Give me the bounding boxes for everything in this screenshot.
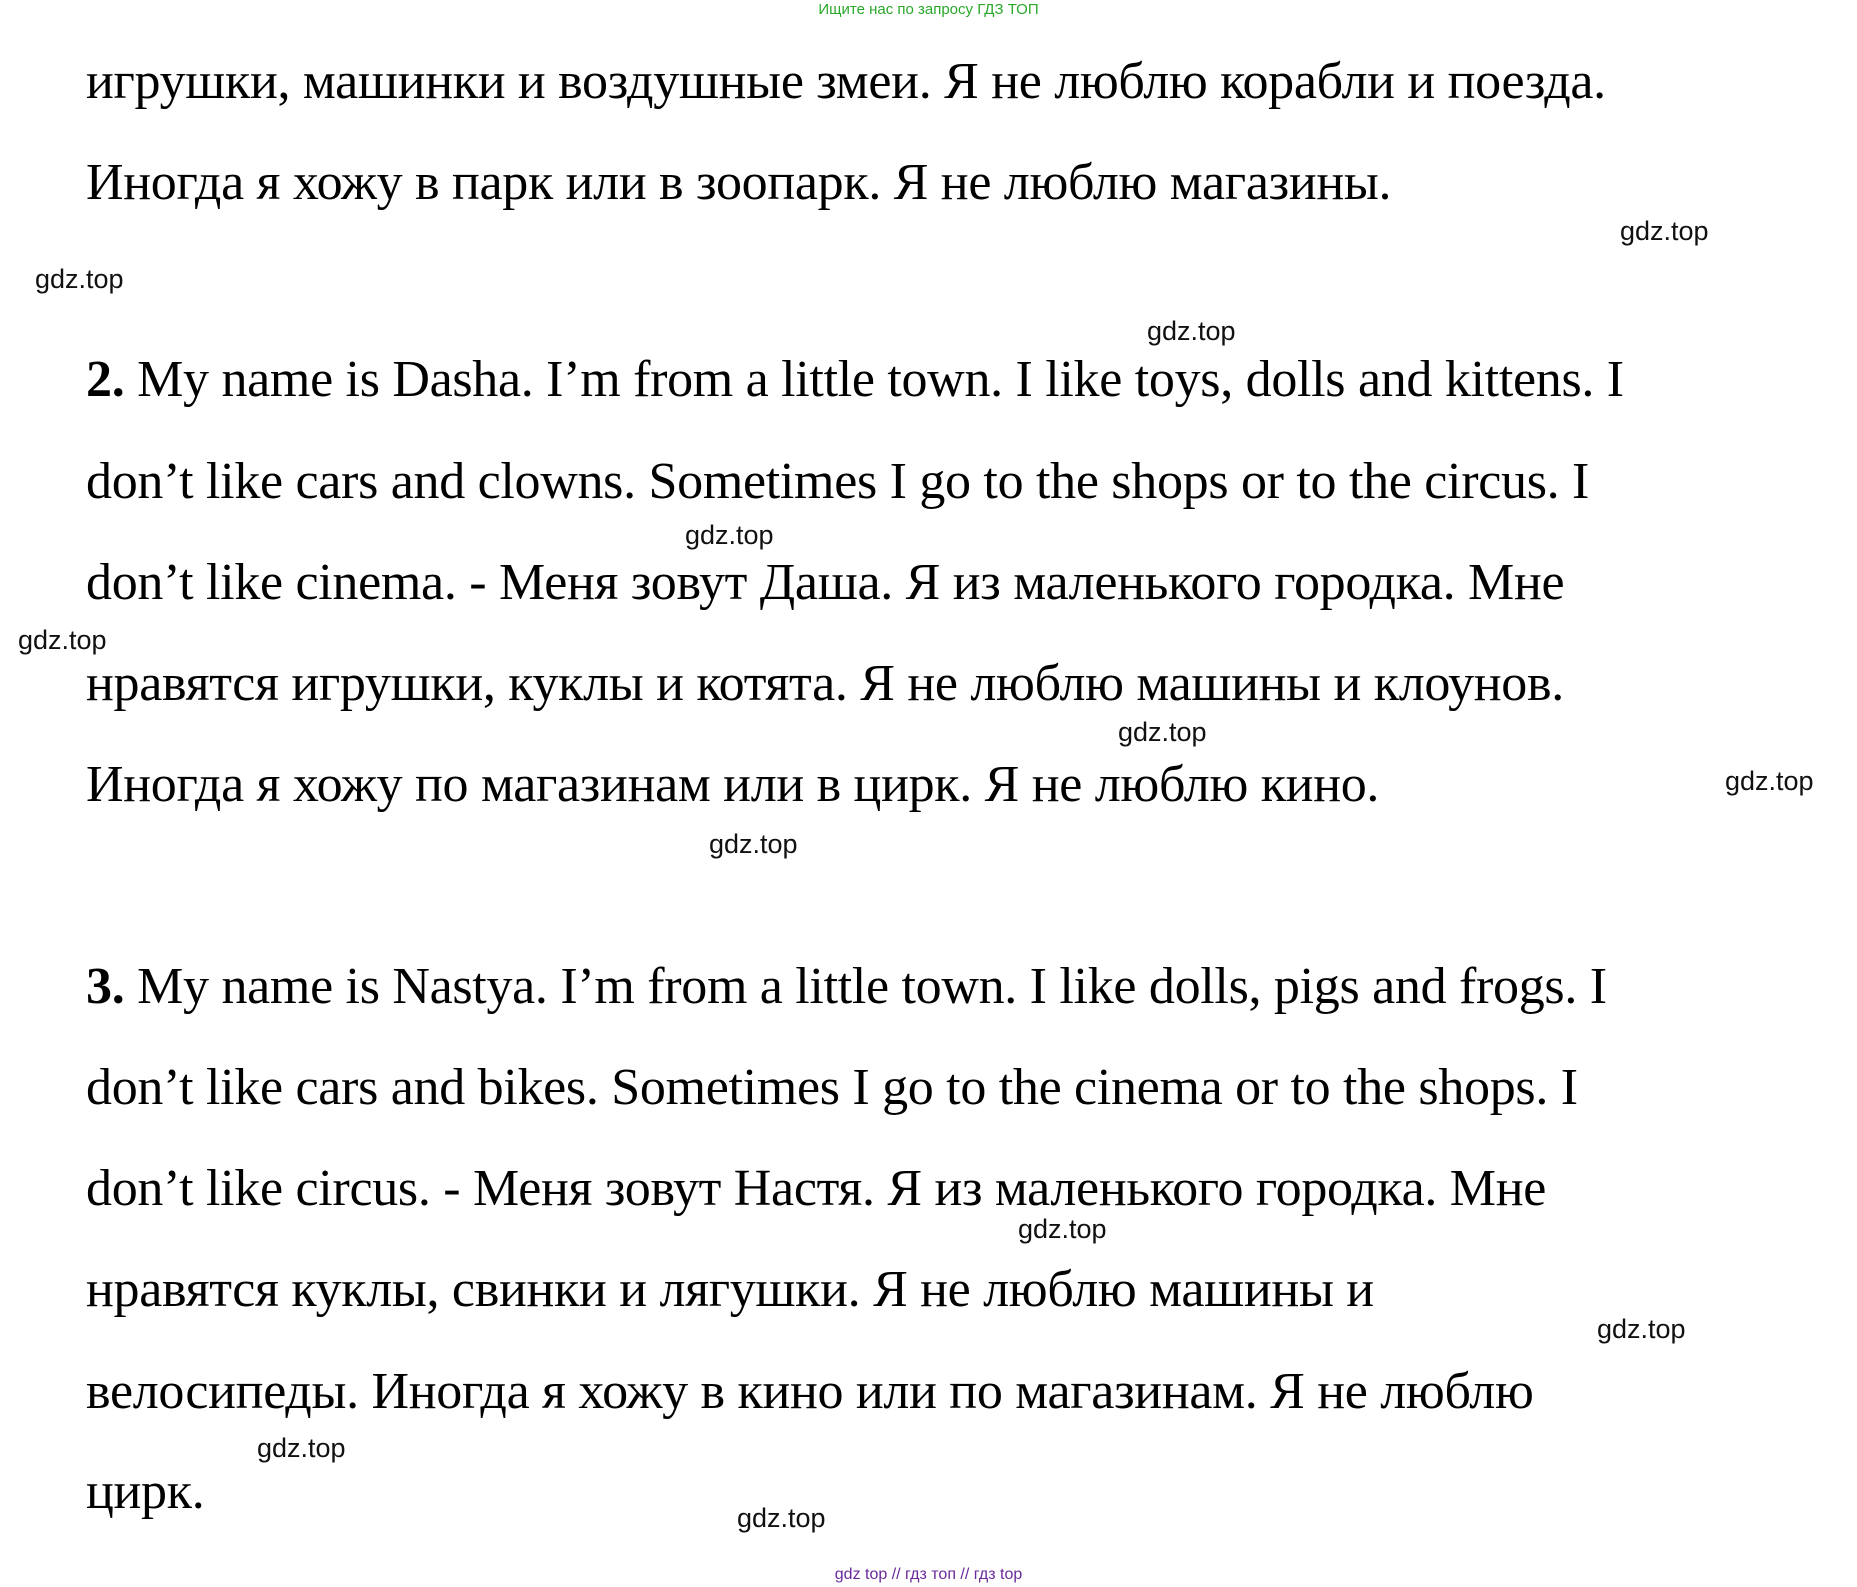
paragraph-3-line-2: don’t like cars and bikes. Sometimes I go to the cinema or to the shops. I: [86, 1059, 1578, 1116]
watermark: gdz.top: [1118, 717, 1207, 747]
paragraph-2-line-4: нравятся игрушки, куклы и котята. Я не люблю машины и клоунов.: [86, 655, 1564, 712]
watermark: gdz.top: [1620, 216, 1709, 246]
watermark: gdz.top: [18, 625, 107, 655]
watermark: gdz.top: [709, 829, 798, 859]
paragraph-3-line-1-text: My name is Nastya. I’m from a little town. I like dolls, pigs and frogs. I: [124, 958, 1607, 1015]
paragraph-2-line-1: [86, 350, 1624, 410]
paragraph-3-line-6: цирк.: [86, 1463, 205, 1520]
paragraph-1-line-1: игрушки, машинки и воздушные змеи. Я не люблю корабли и поезда.: [86, 53, 1606, 110]
paragraph-3-line-1: [86, 957, 1607, 1017]
paragraph-3-line-3: don’t like circus. - Меня зовут Настя. Я из маленького городка. Мне: [86, 1160, 1547, 1217]
paragraph-3-line-5: велосипеды. Иногда я хожу в кино или по магазинам. Я не люблю: [86, 1363, 1534, 1420]
watermark: gdz.top: [35, 264, 124, 294]
footer-links[interactable]: gdz top // гдз топ // гдз top: [834, 1566, 1023, 1583]
watermark: gdz.top: [1147, 316, 1236, 346]
paragraph-3-line-4: нравятся куклы, свинки и лягушки. Я не люблю машины и: [86, 1261, 1374, 1318]
paragraph-2-line-2: don’t like cars and clowns. Sometimes I go to the shops or to the circus. I: [86, 453, 1590, 510]
watermark: gdz.top: [1018, 1214, 1107, 1244]
watermark: gdz.top: [685, 520, 774, 550]
watermark: gdz.top: [737, 1503, 826, 1533]
watermark: gdz.top: [1725, 766, 1814, 796]
paragraph-2-line-3: don’t like cinema. - Меня зовут Даша. Я из маленького городка. Мне: [86, 554, 1565, 611]
watermark: gdz.top: [1597, 1314, 1686, 1344]
paragraph-3-number: 3.: [86, 958, 125, 1015]
paragraph-2-line-1-text: My name is Dasha. I’m from a little town. I like toys, dolls and kittens. I: [124, 351, 1624, 408]
watermark: gdz.top: [257, 1433, 346, 1463]
paragraph-2-number: 2.: [86, 351, 125, 408]
paragraph-2-line-5: Иногда я хожу по магазинам или в цирк. Я не люблю кино.: [86, 756, 1380, 813]
top-banner[interactable]: Ищите нас по запросу ГДЗ ТОП: [818, 1, 1039, 18]
paragraph-1-line-2: Иногда я хожу в парк или в зоопарк. Я не люблю магазины.: [86, 154, 1392, 211]
